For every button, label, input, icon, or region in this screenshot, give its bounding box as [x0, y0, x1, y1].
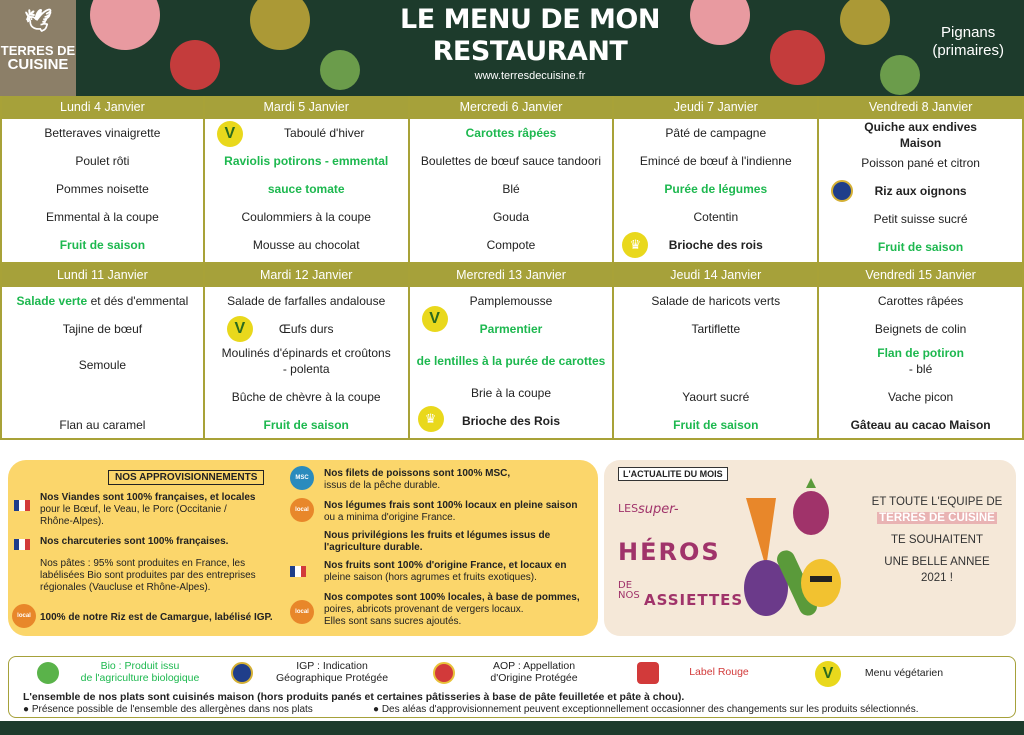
aop-icon	[433, 662, 455, 684]
day-header: Jeudi 14 Janvier	[614, 264, 817, 287]
menu-item: Cotentin	[693, 210, 739, 224]
msc-icon: MSC	[290, 466, 314, 490]
menu-item: Brioche des rois	[668, 238, 763, 252]
menu-item: Gouda	[492, 210, 529, 224]
hero-text-heros: HÉROS	[618, 538, 721, 566]
day-header: Mardi 12 Janvier	[205, 264, 408, 287]
menu-item: Fruit de saison	[877, 240, 964, 254]
menu-item: Yaourt sucré	[682, 390, 750, 404]
france-flag-icon	[14, 500, 30, 511]
menu-item: Salade de haricots verts	[651, 294, 781, 308]
day-header: Mercredi 6 Janvier	[410, 96, 613, 119]
menu-item: Purée de légumes	[664, 182, 768, 196]
menu-item: Boulettes de bœuf sauce tandoori	[420, 154, 602, 168]
title-line1: LE MENU DE MON	[400, 4, 660, 35]
menu-item: Brie à la coupe	[470, 386, 552, 400]
supply-fish: Nos filets de poissons sont 100% MSC, issus de la pêche durable.	[324, 468, 511, 491]
news-box	[604, 460, 1016, 636]
menu-item: - polenta	[282, 362, 330, 376]
france-flag-icon	[14, 539, 30, 550]
menu-item: Petit suisse sucré	[873, 212, 968, 226]
website-url[interactable]: www.terresdecuisine.fr	[474, 70, 586, 82]
header-banner	[0, 0, 1024, 96]
menu-item: Raviolis potirons - emmental	[224, 154, 389, 168]
vegetarian-icon: V	[217, 121, 243, 147]
menu-item: Brioche des Rois	[461, 414, 560, 428]
menu-item: Betteraves vinaigrette	[44, 126, 161, 140]
menu-item: Beignets de colin	[874, 322, 967, 336]
supply-info-box	[8, 460, 598, 636]
day-column	[205, 264, 410, 440]
local-badge-icon: local	[290, 600, 314, 624]
menu-item: Pommes noisette	[56, 182, 149, 196]
menu-item: Tajine de bœuf	[62, 322, 143, 336]
allergen-note: ● Présence possible de l'ensemble des allergènes dans nos plats	[23, 704, 313, 715]
day-header: Vendredi 8 Janvier	[819, 96, 1022, 119]
menu-item: Riz aux oignons	[874, 184, 967, 198]
menu-item: Fruit de saison	[673, 418, 759, 432]
hero-text-super: super-	[638, 502, 679, 517]
vegetarian-icon: V	[422, 306, 448, 332]
menu-item: Carottes râpées	[877, 294, 964, 308]
day-header: Mardi 5 Janvier	[205, 96, 408, 119]
day-column	[410, 264, 615, 440]
day-column	[0, 264, 205, 440]
news-tag: L'ACTUALITE DU MOIS	[618, 467, 728, 481]
menu-item: Œufs durs	[278, 322, 334, 336]
day-column	[614, 264, 819, 440]
supply-fruits: Nos fruits sont 100% d'origine France, et locaux en pleine saison (hors agrumes et fruits exotiques).	[324, 560, 567, 583]
new-year-wishes: ET TOUTE L'EQUIPE DE TERRES DE CUISINE TE SOUHAITENT UNE BELLE ANNEE 2021 !	[871, 496, 1003, 584]
crown-icon: ♛	[622, 232, 648, 258]
menu-item: Emmental à la coupe	[46, 210, 159, 224]
crown-icon: ♛	[418, 406, 444, 432]
local-badge-icon: local	[290, 498, 314, 522]
superhero-vegetables-illustration	[726, 478, 846, 628]
menu-item: Carottes râpées	[465, 126, 557, 140]
day-header: Mercredi 13 Janvier	[410, 264, 613, 287]
menu-item: Tartiflette	[691, 322, 741, 336]
menu-item: Blé	[502, 182, 520, 196]
menu-item: Compote	[486, 238, 536, 252]
menu-item: de lentilles à la purée de carottes	[416, 354, 606, 368]
hero-text-les: LES	[618, 502, 639, 515]
school-label: Pignans (primaires)	[932, 24, 1004, 59]
logo-text-line1: TERRES DE	[0, 43, 76, 58]
hero-text-assiettes: ASSIETTES	[644, 591, 744, 609]
menu-item: Mousse au chocolat	[252, 238, 360, 252]
menu-item: Poulet rôti	[75, 154, 130, 168]
week-2	[0, 264, 1024, 440]
local-badge-icon: local	[12, 604, 36, 628]
menu-item: Quiche aux endives	[864, 120, 977, 134]
menu-item: Flan de potiron	[877, 346, 964, 360]
label-rouge-icon	[637, 662, 659, 684]
menu-item: Coulommiers à la coupe	[241, 210, 371, 224]
legend-label-rouge: Label Rouge	[689, 666, 749, 678]
menu-item: - blé	[908, 362, 933, 376]
day-header: Vendredi 15 Janvier	[819, 264, 1022, 287]
day-column	[0, 96, 205, 264]
france-flag-icon	[290, 566, 306, 577]
menu-item: Flan au caramel	[59, 418, 146, 432]
supply-vegetables: Nos légumes frais sont 100% locaux en pleine saison ou a minima d'origine France.	[324, 500, 578, 523]
day-header: Lundi 4 Janvier	[2, 96, 203, 119]
hero-text-de: DE	[618, 580, 633, 591]
legend-aop: AOP : Appellation d'Origine Protégée	[490, 660, 578, 684]
supply-variation-note: ● Des aléas d'approvisionnement peuvent exceptionnellement occasionner des changements sur les produits sélectionnés.	[373, 704, 919, 715]
day-header: Jeudi 7 Janvier	[614, 96, 817, 119]
week-1	[0, 96, 1024, 264]
menu-item: Pâté de campagne	[665, 126, 767, 140]
menu-item: Fruit de saison	[263, 418, 349, 432]
homemade-note: L'ensemble de nos plats sont cuisinés maison (hors produits panés et certaines pâtisseries à base de pâte feuilletée et pâte à chou).	[23, 691, 685, 703]
menu-title	[395, 4, 665, 96]
legend-vegetarian: Menu végétarien	[864, 667, 944, 679]
terres-de-cuisine-logo	[0, 0, 76, 96]
menu-item: Parmentier	[479, 322, 543, 336]
legend-box	[8, 656, 1016, 718]
legend-igp: IGP : Indication Géographique Protégée	[275, 660, 389, 684]
menu-item: Pamplemousse	[469, 294, 553, 308]
supply-meat: Nos Viandes sont 100% françaises, et locales pour le Bœuf, le Veau, le Porc (Occitanie / Rhône-Alpes).	[40, 492, 256, 527]
footer-banner	[0, 721, 1024, 735]
menu-item: sauce tomate	[267, 182, 345, 196]
supply-compotes: Nos compotes sont 100% locales, à base de pommes, poires, abricots provenant de vergers locaux. Elles sont sans sucres ajoutés.	[324, 592, 580, 627]
menu-item: Fruit de saison	[59, 238, 146, 252]
title-line2: RESTAURANT	[432, 36, 628, 67]
menu-item: Taboulé d'hiver	[284, 126, 365, 140]
menu-item: Gâteau au cacao Maison	[850, 418, 991, 432]
supply-sustainable: Nous privilégions les fruits et légumes issus de l'agriculture durable.	[324, 530, 551, 553]
supply-pasta: Nos pâtes : 95% sont produites en France, les labélisées Bio sont produites par des entreprises régionales (Vaucluse et Rhône-Alpes).	[40, 558, 256, 593]
supply-charcuterie: Nos charcuteries sont 100% françaises.	[40, 536, 229, 547]
supply-rice: 100% de notre Riz est de Camargue, labélisé IGP.	[40, 612, 273, 623]
bird-icon: 🕊	[24, 8, 52, 33]
menu-item: Semoule	[78, 358, 127, 372]
menu-item: Emincé de bœuf à l'indienne	[639, 154, 792, 168]
vegetarian-icon: V	[815, 661, 841, 687]
legend-bio: Bio : Produit issu de l'agriculture biologique	[80, 660, 200, 684]
day-column	[410, 96, 615, 264]
bio-leaf-icon	[37, 662, 59, 684]
menu-item: Poisson pané et citron	[861, 156, 980, 170]
igp-icon	[231, 662, 253, 684]
menu-item: Bûche de chèvre à la coupe	[231, 390, 381, 404]
day-header: Lundi 11 Janvier	[2, 264, 203, 287]
vegetarian-icon: V	[227, 316, 253, 342]
menu-item: Maison	[899, 136, 942, 150]
day-column	[614, 96, 819, 264]
day-column	[205, 96, 410, 264]
day-column	[819, 96, 1024, 264]
day-column	[819, 264, 1024, 440]
menu-item: Salade verte et dés d'emmental	[16, 294, 189, 308]
supply-title: NOS APPROVISIONNEMENTS	[108, 470, 264, 485]
menu-item: Moulinés d'épinards et croûtons	[221, 346, 391, 360]
hero-text-nos: NOS	[618, 590, 640, 601]
logo-text-line2: CUISINE	[7, 56, 69, 73]
menu-item: Vache picon	[888, 390, 954, 404]
menu-item: Salade de farfalles andalouse	[227, 294, 386, 308]
